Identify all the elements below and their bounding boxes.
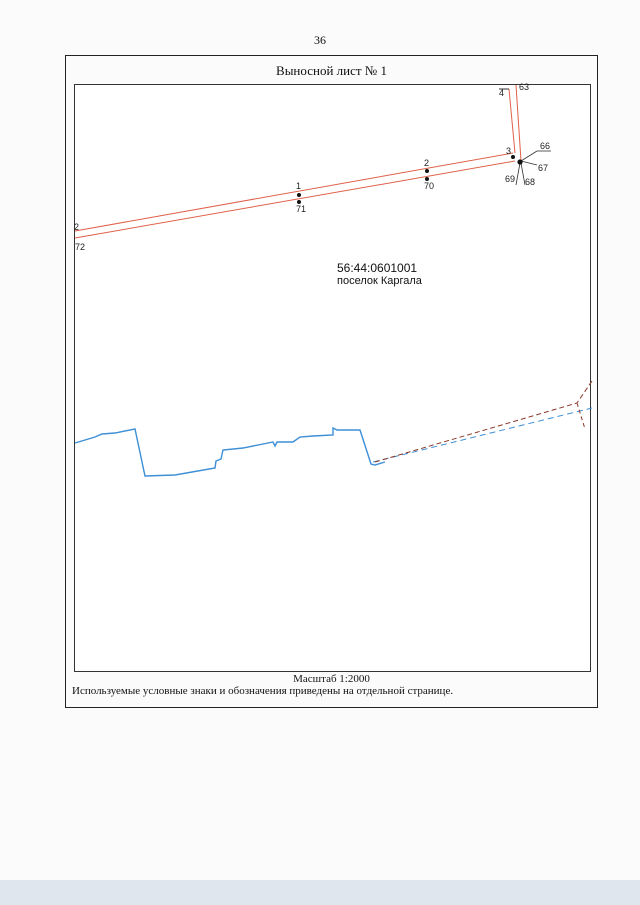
label-71: 71 (296, 204, 307, 214)
point-3 (511, 155, 515, 159)
leader-66 (521, 151, 537, 161)
label-67: 67 (538, 163, 549, 173)
scan-bottom-band (0, 880, 640, 905)
label-66: 66 (540, 141, 551, 151)
road-line-north (75, 153, 516, 231)
dashed-brown-line (375, 381, 592, 462)
label-edge-2: 2 (74, 222, 80, 232)
sheet-title: Выносной лист № 1 (276, 63, 387, 78)
road-line-vertical-east (516, 85, 521, 161)
dashed-brown-line-2 (577, 403, 585, 429)
point-2 (425, 169, 429, 173)
label-69: 69 (505, 174, 516, 184)
dashed-blue-line (373, 408, 592, 462)
label-3: 3 (506, 146, 512, 156)
leader-67 (521, 161, 537, 165)
legend-note: Используемые условные знаки и обозначения приведены на отдельной странице. (72, 685, 454, 697)
cadastral-block-number: 56:44:0601001 (337, 261, 418, 275)
label-63: 63 (519, 82, 530, 92)
road-line-vertical-west (509, 89, 515, 153)
map-canvas (74, 82, 592, 673)
page-number: 36 (314, 33, 326, 47)
label-1: 1 (296, 181, 302, 191)
point-cluster (517, 159, 522, 164)
label-68: 68 (525, 177, 536, 187)
label-72: 72 (75, 242, 86, 252)
label-2: 2 (424, 158, 430, 168)
label-4: 4 (499, 88, 505, 98)
settlement-name: поселок Каргала (337, 275, 422, 287)
road-line-south (75, 161, 515, 238)
label-70: 70 (424, 181, 435, 191)
map-frame (74, 84, 591, 672)
blue-boundary (75, 428, 385, 476)
point-1 (297, 193, 301, 197)
leader-69 (516, 163, 520, 185)
map-scale: Масштаб 1:2000 (293, 673, 370, 685)
road-boundary (75, 85, 521, 238)
